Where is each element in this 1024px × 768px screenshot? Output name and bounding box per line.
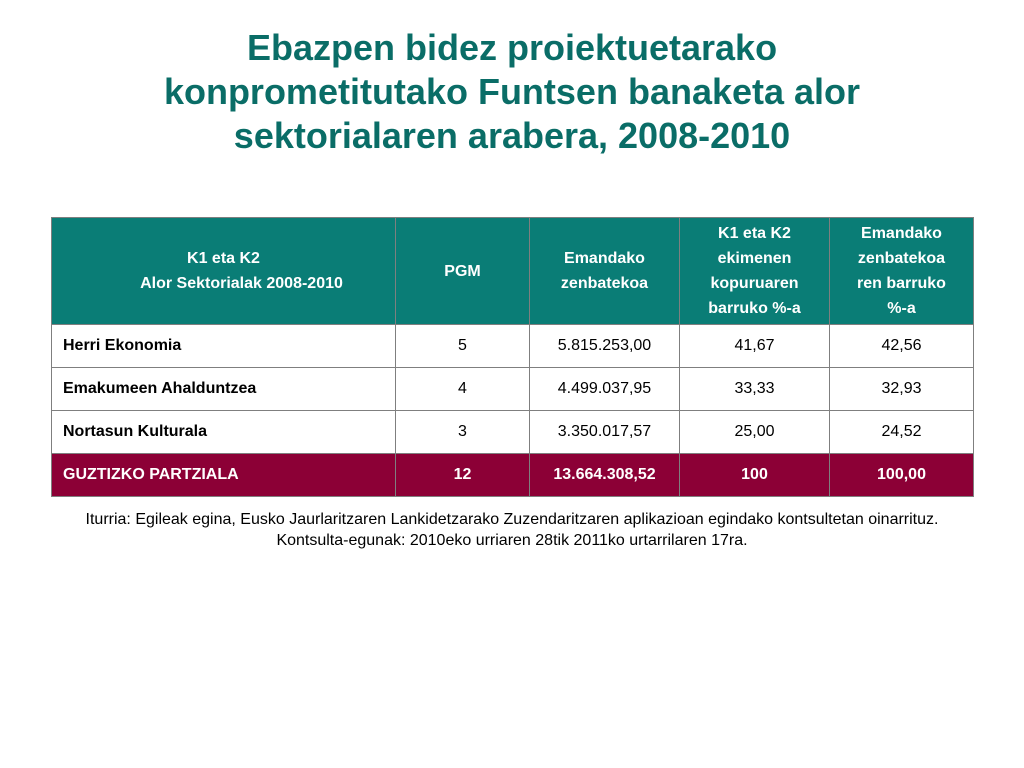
- row-pct-amount: 42,56: [830, 325, 974, 368]
- table-row: [52, 325, 974, 368]
- row-pgm: 4: [396, 368, 530, 411]
- row-label: Herri Ekonomia: [52, 325, 396, 368]
- source-line-2: Kontsulta-egunak: 2010eko urriaren 28tik 2011ko urtarrilaren 17ra.: [276, 532, 748, 549]
- row-pgm: 3: [396, 411, 530, 454]
- header-pct-initiatives: K1 eta K2 ekimenen kopuruaren barruko %-a: [680, 218, 830, 325]
- header-pgm: PGM: [396, 218, 530, 325]
- row-amount: 4.499.037,95: [530, 368, 680, 411]
- row-amount: 5.815.253,00: [530, 325, 680, 368]
- funds-table: [51, 217, 974, 497]
- row-label: Nortasun Kulturala: [52, 411, 396, 454]
- slide-title: [40, 26, 984, 158]
- source-note: [40, 509, 984, 551]
- row-pct-initiatives: 33,33: [680, 368, 830, 411]
- header-amount: Emandako zenbatekoa: [530, 218, 680, 325]
- row-pct-initiatives: 41,67: [680, 325, 830, 368]
- row-pct-initiatives: 25,00: [680, 411, 830, 454]
- header-sector: K1 eta K2 Alor Sektorialak 2008-2010: [52, 218, 396, 325]
- table-row: [52, 368, 974, 411]
- row-amount: 3.350.017,57: [530, 411, 680, 454]
- total-pct-amount: 100,00: [830, 454, 974, 497]
- row-pgm: 5: [396, 325, 530, 368]
- total-row: [52, 454, 974, 497]
- row-pct-amount: 32,93: [830, 368, 974, 411]
- title-line-1: Ebazpen bidez proiektuetarako: [246, 27, 778, 68]
- row-label: Emakumeen Ahalduntzea: [52, 368, 396, 411]
- header-pct-amount: Emandako zenbatekoa ren barruko %-a: [830, 218, 974, 325]
- total-amount: 13.664.308,52: [530, 454, 680, 497]
- title-line-3: sektorialaren arabera, 2008-2010: [233, 115, 791, 156]
- title-line-2: konprometitutako Funtsen banaketa alor: [163, 71, 861, 112]
- total-label: GUZTIZKO PARTZIALA: [52, 454, 396, 497]
- source-line-1: Iturria: Egileak egina, Eusko Jaurlaritzaren Lankidetzarako Zuzendaritzaren aplikazioan egindako kontsultetan oinarrituz.: [85, 511, 939, 528]
- total-pgm: 12: [396, 454, 530, 497]
- row-pct-amount: 24,52: [830, 411, 974, 454]
- total-pct-initiatives: 100: [680, 454, 830, 497]
- table-header-row: [52, 218, 974, 325]
- table-row: [52, 411, 974, 454]
